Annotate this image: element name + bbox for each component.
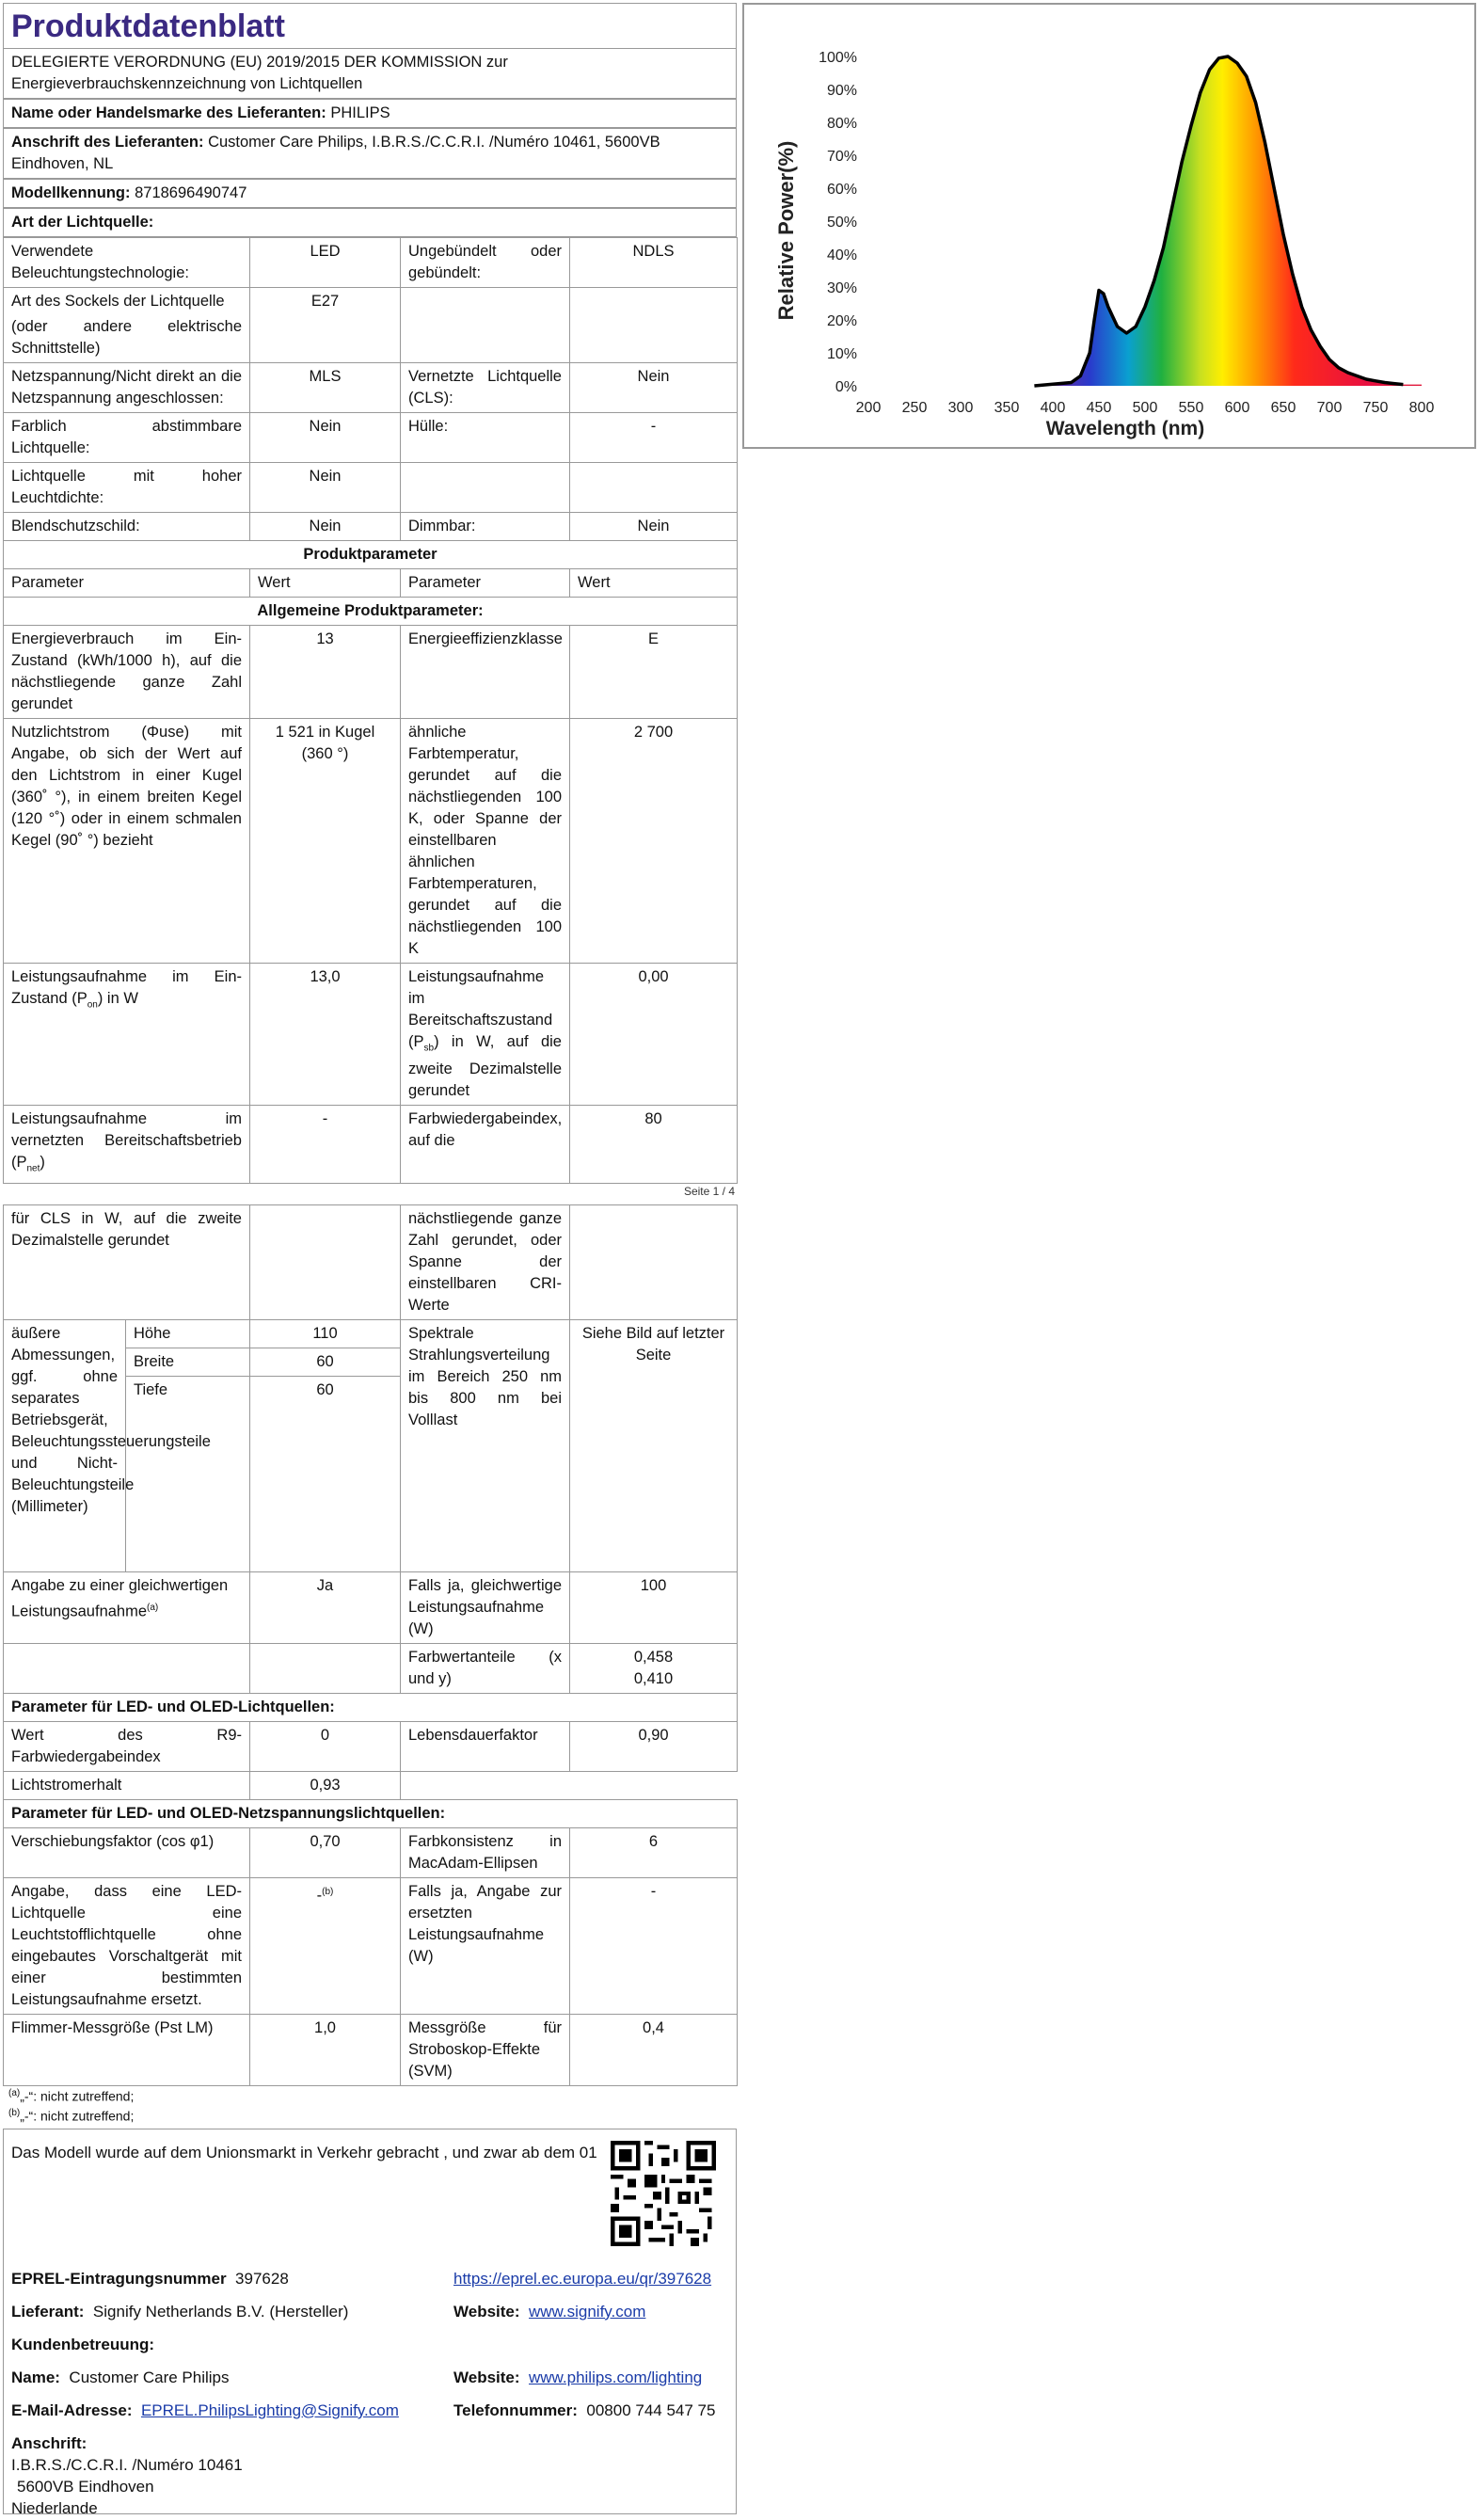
website2-row bbox=[453, 2368, 702, 2389]
supplier-address-row bbox=[3, 128, 737, 179]
x-tick-label: 400 bbox=[1040, 400, 1066, 416]
x-tick-label: 500 bbox=[1132, 400, 1158, 416]
footnote-b bbox=[3, 2106, 737, 2127]
pnet-label-b: ) bbox=[40, 1154, 45, 1172]
address-label: Anschrift: bbox=[11, 2433, 87, 2452]
pon-label bbox=[4, 964, 250, 1106]
pnet-label-a: Leistungsaufnahme im vernetzten Bereitschaftsbetrieb (P bbox=[11, 1110, 242, 1172]
product-params-heading: Produktparameter bbox=[4, 541, 738, 569]
cls-value: Nein bbox=[570, 363, 738, 413]
eff-value: E bbox=[570, 626, 738, 719]
mains-label: Netzspannung/Nicht direkt an die Netzspannung angeschlossen: bbox=[4, 363, 250, 413]
x-tick-label: 350 bbox=[994, 400, 1020, 416]
depth-label: Tiefe bbox=[126, 1376, 250, 1571]
cri-label: Farbwiedergabeindex, auf die bbox=[401, 1106, 570, 1183]
macadam-value: 6 bbox=[570, 1827, 738, 1877]
footnote-b-sup: (b) bbox=[8, 2108, 21, 2119]
flicker-label: Flimmer-Messgröße (Pst LM) bbox=[4, 2014, 250, 2085]
dimmable-label: Dimmbar: bbox=[401, 513, 570, 541]
datasheet bbox=[3, 3, 737, 2517]
general-params-heading: Allgemeine Produktparameter: bbox=[4, 598, 738, 626]
life-label: Lebensdauerfaktor bbox=[401, 1721, 570, 1771]
spd-value: Siehe Bild auf letzter Seite bbox=[570, 1319, 738, 1571]
email-link[interactable]: EPREL.PhilipsLighting@Signify.com bbox=[140, 2400, 399, 2419]
supplier-name-label: Name oder Handelsmarke des Lieferanten: bbox=[11, 104, 326, 121]
light-source-type-heading: Art der Lichtquelle: bbox=[3, 208, 737, 237]
psb-label-b: ) in W, auf die zweite Dezimalstelle gerundet bbox=[408, 1033, 562, 1100]
chroma-x: 0,458 bbox=[633, 1648, 674, 1666]
empty-cell bbox=[4, 1643, 250, 1693]
website2-label: Website: bbox=[453, 2368, 520, 2386]
maint-label: Lichtstromerhalt bbox=[4, 1771, 250, 1799]
led-params-heading: Parameter für LED- und OLED-Lichtquellen: bbox=[4, 1693, 738, 1721]
pon-value: 13,0 bbox=[250, 964, 401, 1106]
flicker-value: 1,0 bbox=[250, 2014, 401, 2085]
empty-cell bbox=[250, 1643, 401, 1693]
market-text: Das Modell wurde auf dem Unionsmarkt in Verkehr gebracht , und zwar ab dem 01 bbox=[11, 2143, 597, 2161]
supplier-address: Customer Care Philips, I.B.R.S./C.C.R.I. /Numéro 10461, 5600VB Eindhoven, NL bbox=[11, 134, 660, 172]
email-label: E-Mail-Adresse: bbox=[11, 2400, 133, 2419]
footnote-a-sup: (a) bbox=[8, 2087, 21, 2098]
x-tick-label: 450 bbox=[1086, 400, 1112, 416]
phone-value: 00800 744 547 75 bbox=[586, 2400, 716, 2419]
phone-label: Telefonnummer: bbox=[453, 2400, 578, 2419]
height-label: Höhe bbox=[126, 1319, 250, 1348]
col-header-param: Parameter bbox=[401, 569, 570, 598]
maint-value: 0,93 bbox=[250, 1771, 401, 1799]
replace-sup: (b) bbox=[322, 1886, 334, 1897]
psb-label-a: Leistungsaufnahme im Bereitschaftszustand (P bbox=[408, 968, 553, 1050]
empty-cell bbox=[570, 463, 738, 513]
pnet-label-cont: für CLS in W, auf die zweite Dezimalstelle gerundet bbox=[4, 1204, 250, 1319]
x-tick-label: 700 bbox=[1316, 400, 1343, 416]
high-lum-label: Lichtquelle mit hoher Leuchtdichte: bbox=[4, 463, 250, 513]
chroma-y: 0,410 bbox=[633, 1669, 674, 1687]
eprel-label: EPREL-Eintragungsnummer bbox=[11, 2269, 227, 2288]
envelope-value: - bbox=[570, 413, 738, 463]
phone-row bbox=[453, 2400, 715, 2422]
cri-label-cont: nächstliegende ganze Zahl gerundet, oder Spanne der einstellbaren CRI-Werte bbox=[401, 1204, 570, 1319]
replace-value-text: - bbox=[316, 1887, 323, 1905]
page-number: Seite 1 / 4 bbox=[683, 1184, 735, 1198]
qr-code[interactable] bbox=[611, 2141, 716, 2246]
width-value: 60 bbox=[250, 1348, 401, 1376]
name-row bbox=[11, 2368, 229, 2389]
high-lum-value: Nein bbox=[250, 463, 401, 513]
supplier-name-row bbox=[3, 99, 737, 128]
col-header-value: Wert bbox=[570, 569, 738, 598]
website-row bbox=[453, 2302, 645, 2323]
equiv-w-label: Falls ja, gleichwertige Leistungsaufnahme (W) bbox=[401, 1571, 570, 1643]
y-tick-label: 20% bbox=[826, 313, 857, 329]
eprel-row bbox=[11, 2269, 289, 2290]
y-axis-label: Relative Power(%) bbox=[774, 140, 798, 321]
y-tick-label: 0% bbox=[835, 379, 857, 395]
cri-value: 80 bbox=[570, 1106, 738, 1183]
equiv-value: Ja bbox=[250, 1571, 401, 1643]
empty-cell bbox=[401, 288, 570, 363]
y-tick-label: 70% bbox=[826, 149, 857, 165]
equiv-label-text: Angabe zu einer gleichwertigen Leistungsaufnahme bbox=[11, 1576, 229, 1620]
socket-label-line2: (oder andere elektrische Schnittstelle) bbox=[11, 318, 242, 357]
pon-label-b: ) in W bbox=[97, 990, 138, 1007]
socket-label-line1: Art des Sockels der Lichtquelle bbox=[11, 293, 225, 310]
y-tick-label: 90% bbox=[826, 83, 857, 99]
spectrum-chart bbox=[742, 3, 1476, 449]
page2-table bbox=[3, 1204, 738, 2086]
x-tick-label: 750 bbox=[1362, 400, 1389, 416]
x-tick-label: 300 bbox=[947, 400, 974, 416]
x-axis-label: Wavelength (nm) bbox=[1045, 418, 1205, 439]
psb-value: 0,00 bbox=[570, 964, 738, 1106]
r9-label: Wert des R9-Farbwiedergabeindex bbox=[4, 1721, 250, 1771]
spectrum-svg bbox=[744, 5, 1474, 447]
supplier-row bbox=[11, 2302, 348, 2323]
replace-label: Angabe, dass eine LED-Lichtquelle eine Leuchtstofflichtquelle ohne eingebautes Vorschaltgerät mit einer bestimmten Leistungsaufnahme ersetzt. bbox=[4, 1877, 250, 2014]
replace-w-label: Falls ja, Angabe zur ersetzten Leistungsaufnahme (W) bbox=[401, 1877, 570, 2014]
address-line-2: 5600VB Eindhoven bbox=[17, 2477, 154, 2496]
chroma-label: Farbwertanteile (x und y) bbox=[401, 1643, 570, 1693]
equiv-label bbox=[4, 1571, 250, 1643]
psb-sub: sb bbox=[423, 1043, 435, 1054]
cos-value: 0,70 bbox=[250, 1827, 401, 1877]
cos-label: Verschiebungsfaktor (cos φ1) bbox=[4, 1827, 250, 1877]
x-tick-label: 800 bbox=[1408, 400, 1435, 416]
cct-label: ähnliche Farbtemperatur, gerundet auf die nächstliegenden 100 K, oder Spanne der einstellbaren ähnlichen Farbtemperaturen, gerundet auf die nächstliegenden 100 K bbox=[401, 719, 570, 964]
empty-cell bbox=[250, 1204, 401, 1319]
cls-label: Vernetzte Lichtquelle (CLS): bbox=[401, 363, 570, 413]
mains-params-heading: Parameter für LED- und OLED-Netzspannungslichtquellen: bbox=[4, 1799, 738, 1827]
address-line-1: I.B.R.S./C.C.R.I. /Numéro 10461 bbox=[11, 2455, 243, 2474]
tunable-label: Farblich abstimmbare Lichtquelle: bbox=[4, 413, 250, 463]
footnote-b-text: „-“: nicht zutreffend; bbox=[20, 2108, 135, 2124]
replace-value bbox=[250, 1877, 401, 2014]
energy-value: 13 bbox=[250, 626, 401, 719]
page-title: Produktdatenblatt bbox=[3, 3, 737, 48]
envelope-label: Hülle: bbox=[401, 413, 570, 463]
empty-cell bbox=[401, 463, 570, 513]
x-tick-label: 550 bbox=[1178, 400, 1204, 416]
dims-label: äußere Abmessungen, ggf. ohne separates Betriebsgerät, Beleuchtungssteuerungsteile und Nicht-Beleuchtungsteile (Millimeter) bbox=[4, 1319, 126, 1571]
email-row bbox=[11, 2400, 399, 2422]
replace-w-value: - bbox=[570, 1877, 738, 2014]
tech-value: LED bbox=[250, 238, 401, 288]
socket-label bbox=[4, 288, 250, 363]
empty-cell bbox=[401, 1771, 738, 1799]
pnet-label bbox=[4, 1106, 250, 1183]
y-tick-label: 10% bbox=[826, 346, 857, 362]
spd-label: Spektrale Strahlungsverteilung im Bereich 250 nm bis 800 nm bei Volllast bbox=[401, 1319, 570, 1571]
y-tick-label: 100% bbox=[819, 50, 857, 66]
psb-label bbox=[401, 964, 570, 1106]
name-value: Customer Care Philips bbox=[69, 2368, 230, 2386]
depth-value: 60 bbox=[250, 1376, 401, 1571]
tunable-value: Nein bbox=[250, 413, 401, 463]
equiv-w-value: 100 bbox=[570, 1571, 738, 1643]
supplier-label: Lieferant: bbox=[11, 2302, 85, 2321]
svm-label: Messgröße für Stroboskop-Effekte (SVM) bbox=[401, 2014, 570, 2085]
eprel-number: 397628 bbox=[235, 2269, 289, 2288]
cct-value: 2 700 bbox=[570, 719, 738, 964]
empty-cell bbox=[570, 1204, 738, 1319]
dimmable-value: Nein bbox=[570, 513, 738, 541]
care-label: Kundenbetreuung: bbox=[11, 2335, 155, 2353]
width-label: Breite bbox=[126, 1348, 250, 1376]
pon-label-a: Leistungsaufnahme im Ein-Zustand (P bbox=[11, 968, 242, 1007]
svm-value: 0,4 bbox=[570, 2014, 738, 2085]
y-tick-label: 60% bbox=[826, 182, 857, 198]
y-tick-label: 80% bbox=[826, 116, 857, 132]
footer bbox=[3, 2129, 737, 2517]
model-id: 8718696490747 bbox=[135, 184, 247, 201]
equiv-sup: (a) bbox=[147, 1602, 159, 1613]
empty-cell bbox=[570, 288, 738, 363]
model-label: Modellkennung: bbox=[11, 184, 131, 201]
website-label: Website: bbox=[453, 2302, 520, 2321]
flux-value: 1 521 in Kugel (360 °) bbox=[250, 719, 401, 964]
y-tick-label: 30% bbox=[826, 280, 857, 296]
glare-label: Blendschutzschild: bbox=[4, 513, 250, 541]
pnet-value: - bbox=[250, 1106, 401, 1183]
flux-label: Nutzlichtstrom (Φuse) mit Angabe, ob sich der Wert auf den Lichtstrom in einer Kugel (360˚ °), in einem breiten Kegel (120 °˚) oder in einem schmalen Kegel (90˚ °) bezieht bbox=[4, 719, 250, 964]
website2-link[interactable]: www.philips.com/lighting bbox=[529, 2368, 703, 2386]
eff-label: Energieeffizienzklasse bbox=[401, 626, 570, 719]
bundled-label: Ungebündelt oder gebündelt: bbox=[401, 238, 570, 288]
supplier-value: Signify Netherlands B.V. (Hersteller) bbox=[92, 2302, 349, 2321]
glare-value: Nein bbox=[250, 513, 401, 541]
socket-value: E27 bbox=[250, 288, 401, 363]
macadam-label: Farbkonsistenz in MacAdam-Ellipsen bbox=[401, 1827, 570, 1877]
y-tick-label: 50% bbox=[826, 215, 857, 231]
supplier-address-label: Anschrift des Lieferanten: bbox=[11, 134, 204, 151]
pnet-sub: net bbox=[26, 1163, 40, 1174]
address-line-3: Niederlande bbox=[11, 2498, 98, 2517]
tech-label: Verwendete Beleuchtungstechnologie: bbox=[4, 238, 250, 288]
eprel-link[interactable]: https://eprel.ec.europa.eu/qr/397628 bbox=[453, 2269, 712, 2288]
supplier-name: PHILIPS bbox=[330, 104, 390, 121]
website-link[interactable]: www.signify.com bbox=[529, 2302, 646, 2321]
chroma-value bbox=[570, 1643, 738, 1693]
footnote-a bbox=[3, 2086, 737, 2107]
footnote-a-text: „-“: nicht zutreffend; bbox=[20, 2088, 135, 2104]
x-tick-label: 250 bbox=[901, 400, 928, 416]
col-header-value: Wert bbox=[250, 569, 401, 598]
name-label: Name: bbox=[11, 2368, 60, 2386]
x-tick-label: 200 bbox=[855, 400, 882, 416]
col-header-param: Parameter bbox=[4, 569, 250, 598]
height-value: 110 bbox=[250, 1319, 401, 1348]
type-table bbox=[3, 237, 738, 1184]
energy-label: Energieverbrauch im Ein-Zustand (kWh/1000 h), auf die nächstliegende ganze Zahl gerundet bbox=[4, 626, 250, 719]
regulation-text: DELEGIERTE VERORDNUNG (EU) 2019/2015 DER KOMMISSION zur Energieverbrauchskennzeichnung von Lichtquellen bbox=[3, 48, 737, 99]
life-value: 0,90 bbox=[570, 1721, 738, 1771]
y-tick-label: 40% bbox=[826, 247, 857, 263]
mains-value: MLS bbox=[250, 363, 401, 413]
x-tick-label: 650 bbox=[1270, 400, 1296, 416]
x-tick-label: 600 bbox=[1224, 400, 1250, 416]
model-row bbox=[3, 179, 737, 208]
bundled-value: NDLS bbox=[570, 238, 738, 288]
pon-sub: on bbox=[87, 999, 98, 1011]
r9-value: 0 bbox=[250, 1721, 401, 1771]
